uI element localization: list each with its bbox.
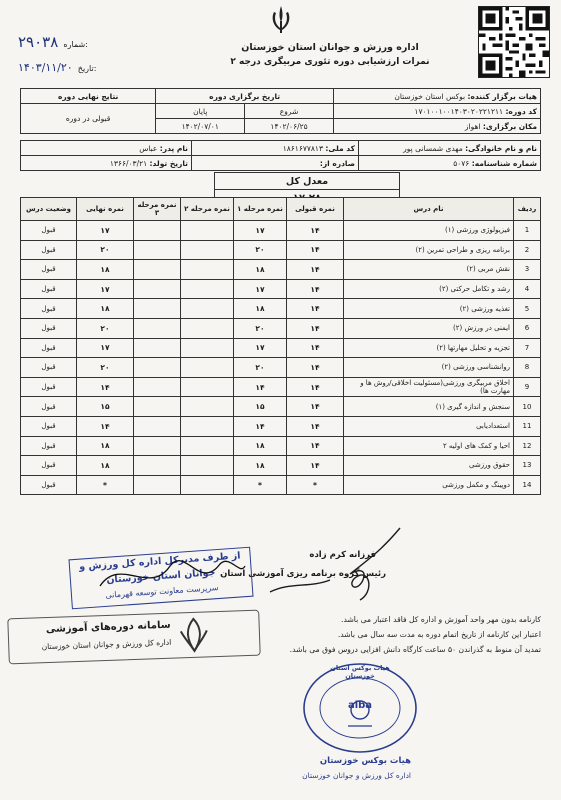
col-stage-1: نمره مرحله ۱: [234, 198, 287, 221]
col-final-grade: نمره نهایی: [77, 198, 134, 221]
cell-pass-grade: ۱۴: [287, 318, 344, 338]
cell-status: قبول: [21, 475, 77, 495]
cell-final-grade: ۱۴: [77, 377, 134, 397]
cell-stage-2: [181, 240, 234, 260]
cell-pass-grade: *: [287, 475, 344, 495]
name-label: نام و نام خانوادگی:: [465, 143, 537, 153]
cell-final-grade: ۱۸: [77, 456, 134, 476]
iran-emblem-icon: [268, 4, 294, 36]
cell-pass-grade: ۱۴: [287, 240, 344, 260]
col-status: وضعیت درس: [21, 198, 77, 221]
cell-stage-1: ۱۷: [234, 279, 287, 299]
cell-course-name: روانشناسی ورزشی (۲): [344, 358, 514, 378]
cell-stage-3: [134, 318, 181, 338]
cell-row-number: 9: [514, 377, 541, 397]
name-value: مهدی شمسانی پور: [403, 143, 463, 153]
deputy-stamp-line2: سرپرست معاونت توسعه قهرمانی: [105, 583, 219, 600]
col-row-number: ردیف: [514, 198, 541, 221]
cell-row-number: 6: [514, 318, 541, 338]
cell-row-number: 5: [514, 299, 541, 319]
cert-cell: [359, 156, 541, 171]
cell-course-name: تغذیه ورزشی (۲): [344, 299, 514, 319]
birth-label: تاریخ تولد:: [149, 158, 188, 168]
cell-stage-1: ۱۸: [234, 436, 287, 456]
cell-final-grade: ۱۷: [77, 338, 134, 358]
venue-value: اهواز: [464, 121, 481, 131]
father-cell: [21, 141, 192, 156]
result-value: قبولی در دوره: [21, 104, 156, 134]
grades-header-row: [21, 198, 541, 221]
cell-row-number: 7: [514, 338, 541, 358]
cell-pass-grade: ۱۴: [287, 260, 344, 280]
cell-stage-3: [134, 475, 181, 495]
end-value: ۱۴۰۲/۰۷/۰۱: [156, 119, 245, 134]
national-id-cell: [192, 141, 359, 156]
grade-row: [21, 358, 541, 378]
cell-course-name: استعدادیابی: [344, 416, 514, 436]
cell-final-grade: ۱۷: [77, 221, 134, 241]
cell-course-name: فیزیولوژی ورزشی (۱): [344, 221, 514, 241]
national-id-label: کد ملی:: [325, 143, 355, 153]
cell-stage-2: [181, 456, 234, 476]
system-stamp-line2: اداره کل ورزش و جوانان استان خوزستان: [41, 637, 172, 652]
issuer-value: بوکس استان خوزستان: [394, 91, 466, 101]
cell-final-grade: ۱۴: [77, 416, 134, 436]
grade-row: [21, 436, 541, 456]
grade-row: [21, 299, 541, 319]
birth-cell: [21, 156, 192, 171]
venue-cell: [334, 119, 541, 134]
cell-pass-grade: ۱۴: [287, 397, 344, 417]
handwritten-signature: [250, 522, 410, 604]
cell-row-number: 11: [514, 416, 541, 436]
cell-course-name: سنجش و اندازه گیری (۱): [344, 397, 514, 417]
cell-final-grade: ۲۰: [77, 318, 134, 338]
letter-number-value: ۲۹۰۳۸: [18, 33, 59, 51]
cell-final-grade: ۱۷: [77, 279, 134, 299]
grade-row: [21, 377, 541, 397]
cell-stage-1: ۱۷: [234, 338, 287, 358]
grade-row: [21, 318, 541, 338]
col-stage-2: نمره مرحله ۲: [181, 198, 234, 221]
cell-stage-2: [181, 299, 234, 319]
col-course-name: نام درس: [344, 198, 514, 221]
cell-stage-3: [134, 240, 181, 260]
deputy-stamp-line1: از طرف مدیرکل اداره کل ورزش و جوانان استان خوزستان: [78, 550, 241, 586]
signatory-name: فرزانه کرم زاده: [309, 550, 376, 560]
birth-value: ۱۳۶۶/۰۳/۲۱: [109, 158, 148, 168]
cell-course-name: دوپینگ و مکمل ورزشی: [344, 475, 514, 495]
cell-stage-1: ۱۷: [234, 221, 287, 241]
issued-label: صادره از:: [319, 158, 355, 168]
cert-value: ۵۰۷۶: [453, 158, 470, 168]
cell-stage-2: [181, 475, 234, 495]
result-title: نتایج نهایی دوره: [21, 89, 156, 104]
father-label: نام پدر:: [159, 143, 188, 153]
boxing-stamp-ring-text: هیات بوکس استان خوزستان: [330, 664, 390, 680]
cell-stage-1: ۱۸: [234, 299, 287, 319]
grade-row: [21, 416, 541, 436]
cell-stage-2: [181, 397, 234, 417]
cell-pass-grade: ۱۴: [287, 338, 344, 358]
grade-row: [21, 240, 541, 260]
cell-status: قبول: [21, 338, 77, 358]
cell-stage-3: [134, 260, 181, 280]
cell-stage-2: [181, 260, 234, 280]
letter-date-label: تاریخ:: [77, 64, 97, 73]
deputy-signature-scribble: [90, 546, 250, 606]
cell-status: قبول: [21, 221, 77, 241]
cell-pass-grade: ۱۴: [287, 299, 344, 319]
cert-label: شماره شناسنامه:: [471, 158, 537, 168]
end-label: پایان: [156, 104, 245, 119]
col-pass-grade: نمره قبولی: [287, 198, 344, 221]
cell-stage-2: [181, 279, 234, 299]
issuer-cell: [334, 89, 541, 104]
cell-status: قبول: [21, 358, 77, 378]
cell-course-name: اخلاق مربیگری ورزشی(مسئولیت اخلاقی/روش ها و مهارت ها): [344, 377, 514, 397]
cell-status: قبول: [21, 377, 77, 397]
boxing-stamp-bottom1: هیات بوکس خوزستان: [319, 756, 411, 766]
org-title: اداره ورزش و جوانان استان خوزستان: [241, 42, 419, 53]
grades-body: [21, 221, 541, 495]
cell-stage-2: [181, 318, 234, 338]
cell-row-number: 13: [514, 456, 541, 476]
cell-row-number: 8: [514, 358, 541, 378]
course-code-value: ۱۷۰۱۰۰۱۰۰۱۴۰۳۰۲۰۲۲۱۲۱۱: [414, 106, 504, 116]
grade-row: [21, 397, 541, 417]
cell-stage-1: ۲۰: [234, 240, 287, 260]
cell-row-number: 12: [514, 436, 541, 456]
cell-pass-grade: ۱۴: [287, 377, 344, 397]
national-id-value: ۱۸۶۱۶۷۷۸۱۳: [282, 143, 323, 153]
cell-stage-1: ۲۰: [234, 318, 287, 338]
start-value: ۱۴۰۲/۰۶/۲۵: [245, 119, 334, 134]
name-cell: [359, 141, 541, 156]
cell-final-grade: *: [77, 475, 134, 495]
grade-row: [21, 260, 541, 280]
cell-status: قبول: [21, 240, 77, 260]
cell-status: قبول: [21, 299, 77, 319]
grade-row: [21, 279, 541, 299]
start-label: شروع: [245, 104, 334, 119]
issued-cell: [192, 156, 359, 171]
cell-stage-2: [181, 416, 234, 436]
cell-stage-3: [134, 456, 181, 476]
cell-course-name: برنامه ریزی و طراحی تمرین (۲): [344, 240, 514, 260]
document-title: نمرات ارزشیابی دوره تئوری مربیگری درجه ۲: [230, 57, 430, 67]
cell-stage-2: [181, 377, 234, 397]
grade-row: [21, 456, 541, 476]
cell-course-name: احیا و کمک های اولیه ۲: [344, 436, 514, 456]
cell-course-name: رشد و تکامل حرکتی (۲): [344, 279, 514, 299]
note-3: تمدید آن منوط به گذراندن ۵۰ ساعت کارگاه دانش افزایی دروس فوق می باشد.: [289, 645, 541, 654]
grade-row: [21, 338, 541, 358]
cell-stage-1: ۱۵: [234, 397, 287, 417]
grade-row: [21, 221, 541, 241]
cell-stage-2: [181, 221, 234, 241]
cell-stage-1: ۱۸: [234, 456, 287, 476]
cell-row-number: 14: [514, 475, 541, 495]
cell-status: قبول: [21, 416, 77, 436]
note-1: کارنامه بدون مهر واحد آموزش و اداره کل فاقد اعتبار می باشد.: [341, 615, 541, 624]
cell-course-name: حقوق ورزشی: [344, 456, 514, 476]
cell-stage-2: [181, 358, 234, 378]
cell-stage-3: [134, 338, 181, 358]
system-stamp-line1: سامانه دوره‌های آموزشی: [45, 619, 171, 636]
average-label: معدل کل: [215, 173, 400, 190]
signatory-title: رئیس گروه برنامه ریزی آموزشی استان: [220, 569, 386, 579]
cell-stage-1: *: [234, 475, 287, 495]
cell-stage-3: [134, 221, 181, 241]
cell-pass-grade: ۱۴: [287, 456, 344, 476]
grade-row: [21, 475, 541, 495]
cell-status: قبول: [21, 397, 77, 417]
cell-status: قبول: [21, 318, 77, 338]
cell-pass-grade: ۱۴: [287, 416, 344, 436]
cell-final-grade: ۱۵: [77, 397, 134, 417]
cell-final-grade: ۲۰: [77, 240, 134, 260]
cell-row-number: 4: [514, 279, 541, 299]
cell-pass-grade: ۱۴: [287, 436, 344, 456]
cell-stage-3: [134, 279, 181, 299]
venue-label: مکان برگزاری:: [482, 121, 537, 131]
cell-final-grade: ۲۰: [77, 358, 134, 378]
course-code-cell: [334, 104, 541, 119]
cell-pass-grade: ۱۴: [287, 358, 344, 378]
dates-title: تاریخ برگزاری دوره: [156, 89, 334, 104]
cell-stage-3: [134, 358, 181, 378]
course-code-label: کد دوره:: [505, 106, 537, 116]
cell-row-number: 2: [514, 240, 541, 260]
cell-status: قبول: [21, 260, 77, 280]
cell-stage-3: [134, 299, 181, 319]
boxing-stamp-bottom2: اداره کل ورزش و جوانان خوزستان: [302, 771, 411, 780]
cell-pass-grade: ۱۴: [287, 279, 344, 299]
cell-stage-1: ۱۸: [234, 260, 287, 280]
letter-number-label: شماره:: [63, 40, 88, 49]
cell-stage-2: [181, 338, 234, 358]
cell-final-grade: ۱۸: [77, 260, 134, 280]
cell-course-name: ایمنی در ورزش (۲): [344, 318, 514, 338]
cell-course-name: تجزیه و تحلیل مهارتها (۲): [344, 338, 514, 358]
cell-status: قبول: [21, 279, 77, 299]
qr-code-icon: [478, 6, 550, 78]
letter-number: [18, 32, 138, 51]
cell-status: قبول: [21, 456, 77, 476]
cell-pass-grade: ۱۴: [287, 221, 344, 241]
person-info-table: [20, 140, 541, 171]
aiba-logo: aiba: [347, 700, 373, 711]
cell-stage-3: [134, 416, 181, 436]
cell-stage-3: [134, 436, 181, 456]
issuer-label: هیات برگزار کننده:: [467, 91, 537, 101]
cell-row-number: 3: [514, 260, 541, 280]
cell-final-grade: ۱۸: [77, 299, 134, 319]
cell-stage-3: [134, 397, 181, 417]
cell-status: قبول: [21, 436, 77, 456]
letter-date-value: ۱۴۰۳/۱۱/۲۰: [18, 61, 73, 74]
letter-date: [18, 56, 138, 75]
cell-course-name: نقش مربی (۲): [344, 260, 514, 280]
cell-stage-3: [134, 377, 181, 397]
cell-stage-1: ۲۰: [234, 358, 287, 378]
course-info-table: [20, 88, 541, 134]
cell-row-number: 1: [514, 221, 541, 241]
father-value: عباس: [139, 143, 158, 153]
note-2: اعتبار این کارنامه از تاریخ اتمام دوره به مدت سه سال می باشد.: [337, 630, 541, 639]
cell-row-number: 10: [514, 397, 541, 417]
grades-table: [20, 197, 541, 495]
cell-final-grade: ۱۸: [77, 436, 134, 456]
notes: [181, 612, 541, 657]
col-stage-3: نمره مرحله ۳: [134, 198, 181, 221]
cell-stage-1: ۱۴: [234, 377, 287, 397]
cell-stage-2: [181, 436, 234, 456]
cell-stage-1: ۱۴: [234, 416, 287, 436]
